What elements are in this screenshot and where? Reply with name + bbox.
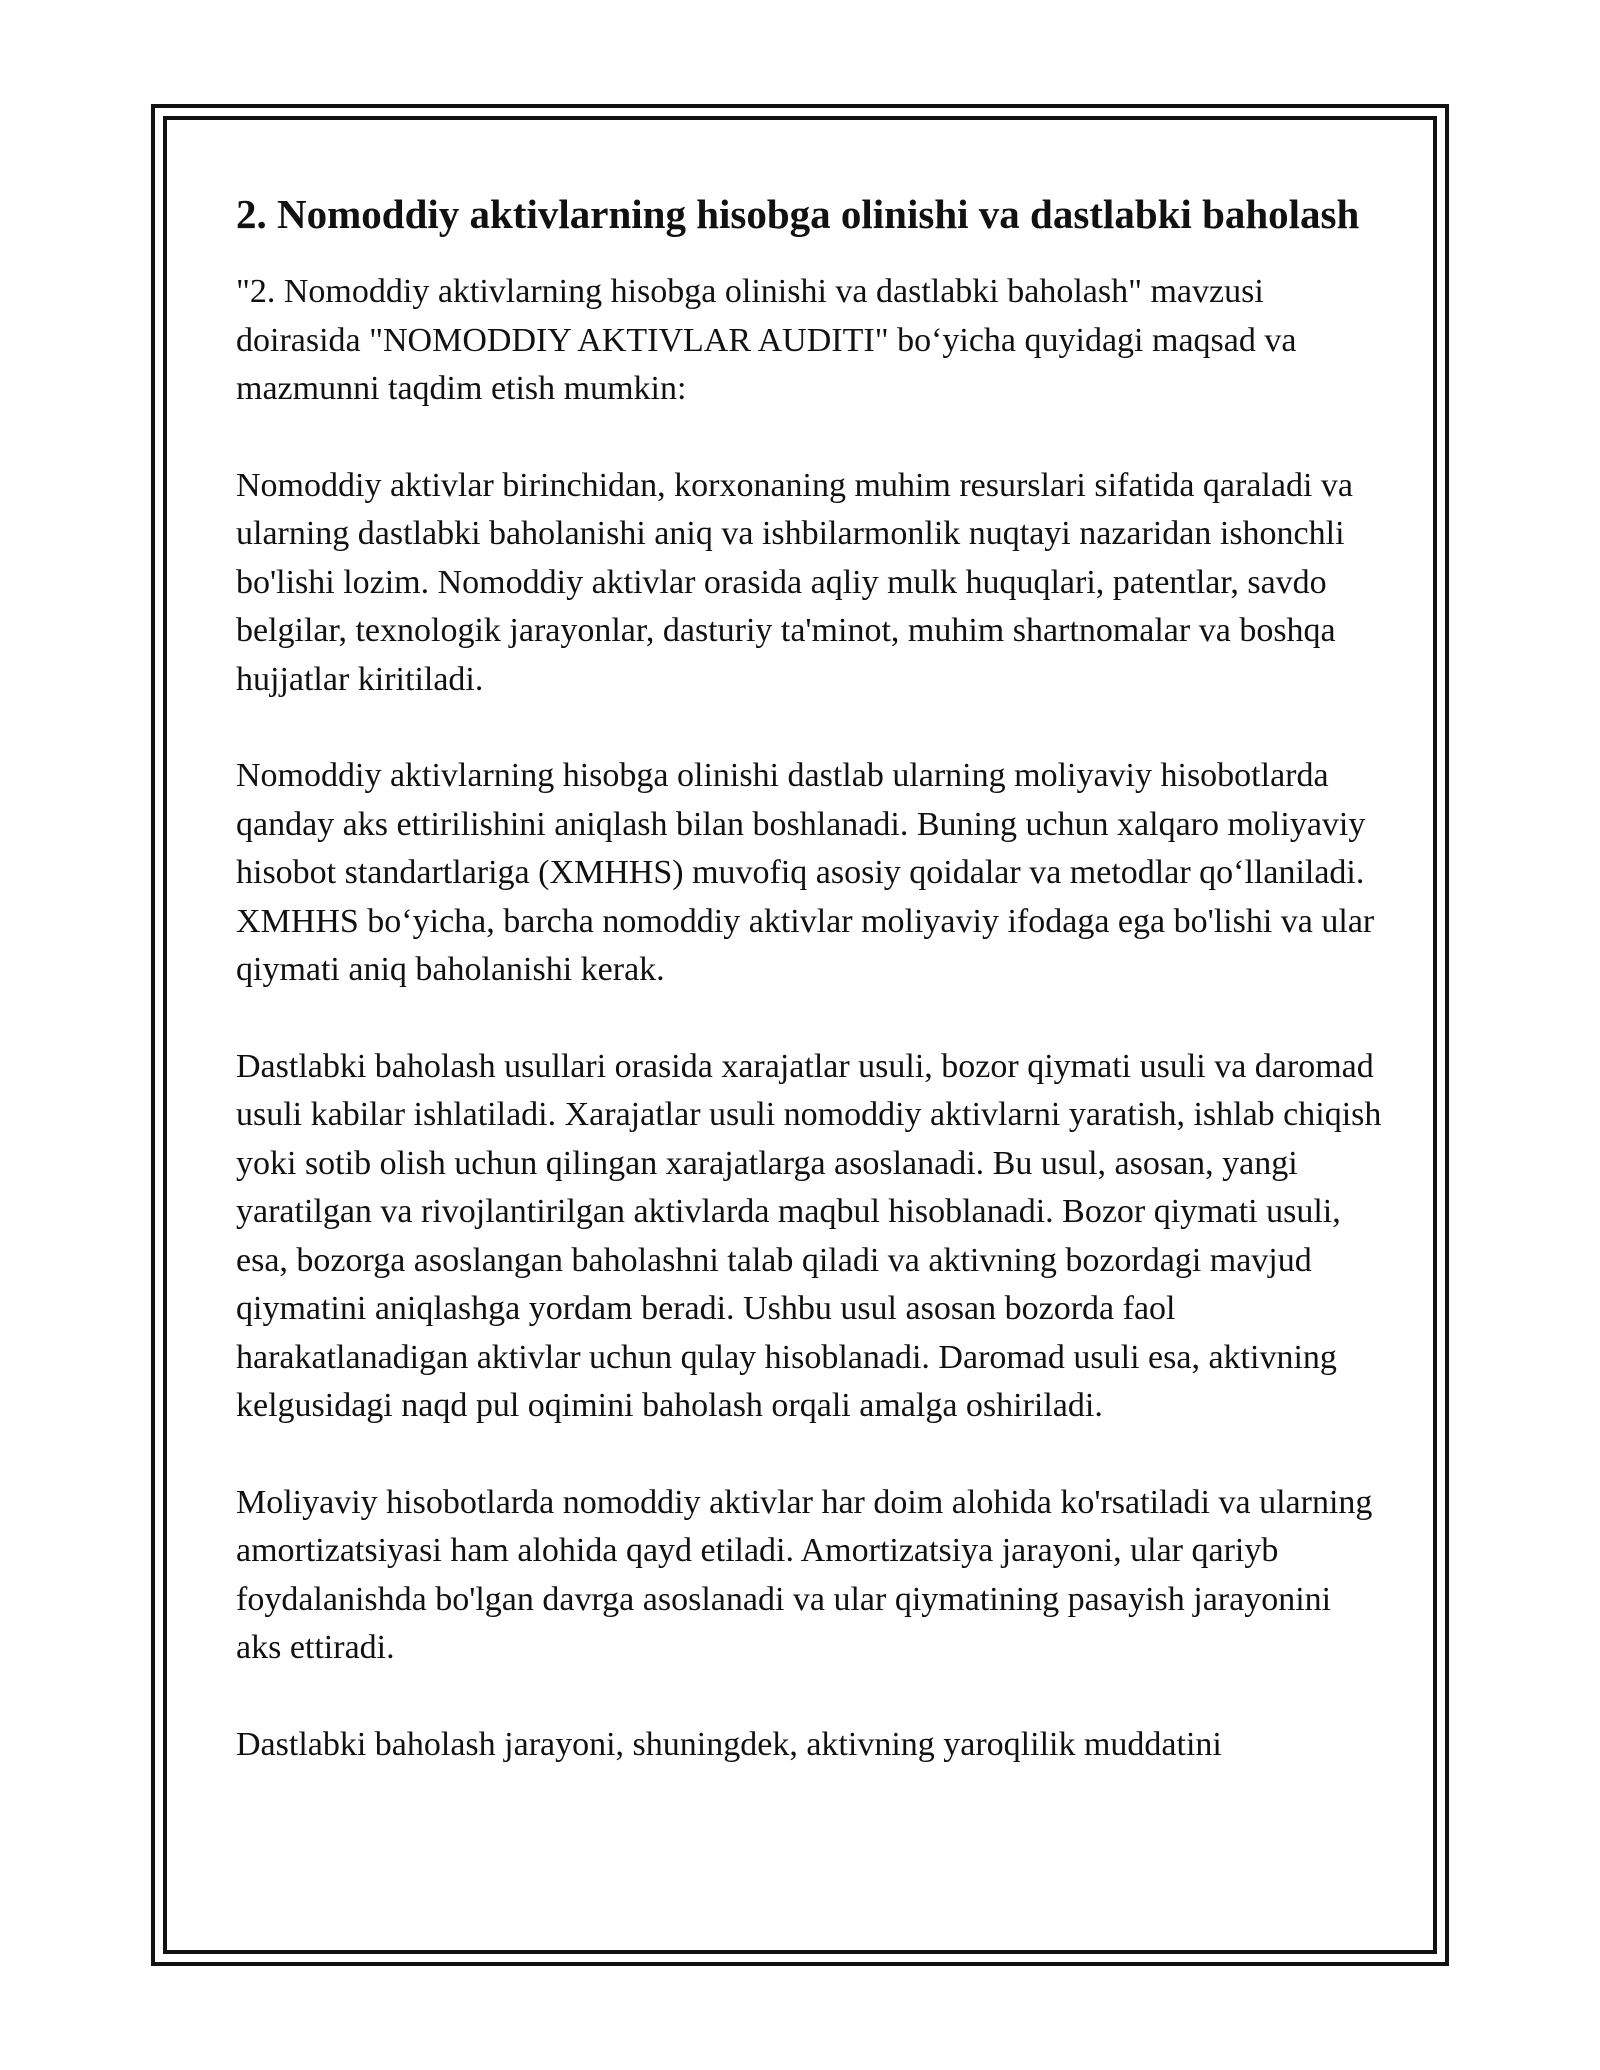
- paragraph-amortization: Moliyaviy hisobotlarda nomoddiy aktivlar har doim alohida ko'rsatiladi va ularning amortizatsiyasi ham alohida qayd etiladi. Amortizatsiya jarayoni, ular qariyb foydalanishda bo'lgan davrga asoslanadi va ular qiymatining pasayish jarayonini aks ettiradi.: [236, 1483, 1373, 1666]
- document-body: [236, 186, 1384, 1817]
- paragraph-intro: "2. Nomoddiy aktivlarning hisobga olinishi va dastlabki baholash" mavzusi doirasida "NOMODDIY AKTIVLAR AUDITI" bo‘yicha quyidagi maqsad va mazmunni taqdim etish mumkin:: [236, 273, 1297, 407]
- paragraph-valuation-methods: Dastlabki baholash usullari orasida xarajatlar usuli, bozor qiymati usuli va daromad usuli kabilar ishlatiladi. Xarajatlar usuli nomoddiy aktivlarni yaratish, ishlab chiqish yoki sotib olish uchun qilingan xarajatlarga asoslanadi. Bu usul, asosan, yangi yaratilgan va rivojlantirilgan aktivlarda maqbul hisoblanadi. Bozor qiymati usuli, esa, bozorga asoslangan baholashni talab qiladi va aktivning bozordagi mavjud qiymatini aniqlashga yordam beradi. Ushbu usul asosan bozorda faol harakatlanadigan aktivlar uchun qulay hisoblanadi. Daromad usuli esa, aktivning kelgusidagi naqd pul oqimini baholash orqali amalga oshiriladi.: [236, 1047, 1382, 1424]
- paragraph-continuation: Dastlabki baholash jarayoni, shuningdek, aktivning yaroqlilik muddatini: [236, 1725, 1222, 1763]
- section-title: 2. Nomoddiy aktivlarning hisobga olinishi va dastlabki baholash: [236, 191, 1360, 237]
- paragraph-recognition: Nomoddiy aktivlarning hisobga olinishi dastlab ularning moliyaviy hisobotlarda qanday aks ettirilishini aniqlash bilan boshlanadi. Buning uchun xalqaro moliyaviy hisobot standartlariga (XMHHS) muvofiq asosiy qoidalar va metodlar qo‘llaniladi. XMHHS bo‘yicha, barcha nomoddiy aktivlar moliyaviy ifodaga ega bo'lishi va ular qiymati aniq baholanishi kerak.: [236, 757, 1375, 988]
- paragraph-definition: Nomoddiy aktivlar birinchidan, korxonaning muhim resurslari sifatida qaraladi va ularning dastlabki baholanishi aniq va ishbilarmonlik nuqtayi nazaridan ishonchli bo'lishi lozim. Nomoddiy aktivlar orasida aqliy mulk huquqlari, patentlar, savdo belgilar, texnologik jarayonlar, dasturiy ta'minot, muhim shartnomalar va boshqa hujjatlar kiritiladi.: [236, 466, 1353, 698]
